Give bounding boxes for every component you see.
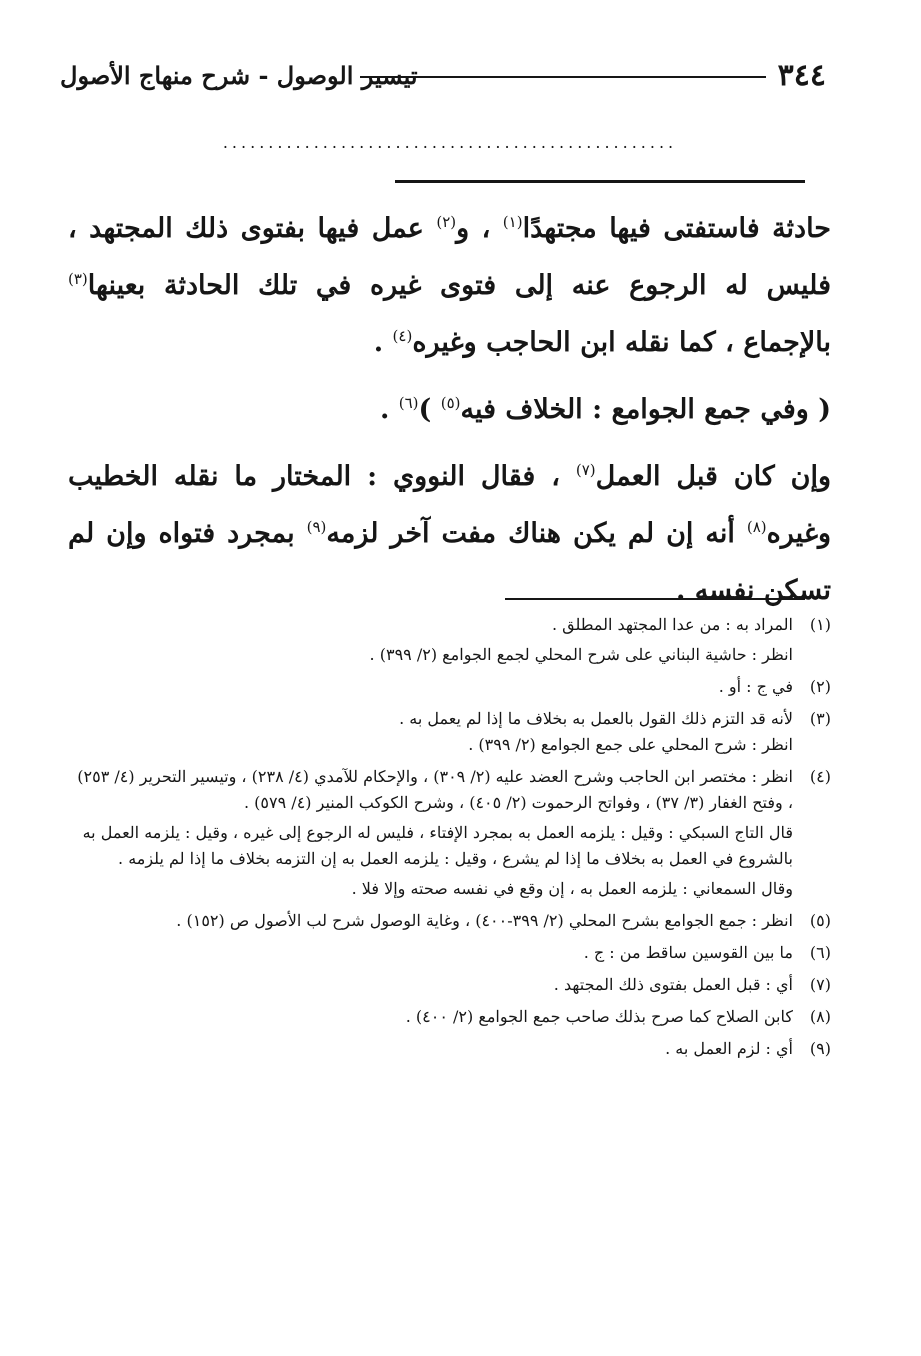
- footnote-line: المراد به : من عدا المجتهد المطلق .: [551, 615, 793, 634]
- footnote-line: انظر : مختصر ابن الحاجب وشرح العضد عليه (٢/ ٣٠٩) ، والإحكام للآمدي (٤/ ٢٣٨) ، وتيسير التحرير (٤/ ٢٥٣) ، وفتح الغفار (٣/ ٣٧) ، وفواتح الرحموت (٢/ ٤٠٥) ، وشرح الكوكب المنير (٤/ ٥٧٩) .: [77, 767, 793, 812]
- p3-text-4: بمجرد فتواه وإن لم تسكن نفسه .: [68, 518, 831, 606]
- page-number: ٣٤٤: [777, 58, 826, 93]
- footnote-number: (٣): [809, 709, 831, 728]
- footnote: [68, 908, 831, 934]
- footnote-ref-2: (٢): [436, 213, 457, 231]
- footnote: [68, 674, 831, 700]
- footnote-line: انظر : حاشية البناني على شرح المحلي لجمع الجوامع (٢/ ٣٩٩) .: [369, 645, 793, 664]
- footnote-body: [68, 612, 793, 668]
- footnote-line: انظر : شرح المحلي على جمع الجوامع (٢/ ٣٩٩) .: [468, 735, 793, 754]
- footnote-line: انظر : جمع الجوامع بشرح المحلي (٢/ ٣٩٩-٤٠٠) ، وغاية الوصول شرح لب الأصول ص (١٥٢) .: [176, 911, 793, 930]
- footnote-ref-6: (٦): [398, 394, 419, 412]
- footnote: [68, 972, 831, 998]
- footnotes: [68, 612, 831, 1068]
- footnote-number: (٤): [809, 767, 831, 786]
- footnotes-rule: [505, 598, 805, 600]
- p2-text-1: ( وفي جمع الجوامع : الخلاف فيه: [460, 394, 831, 425]
- p1-text-1: حادثة فاستفتى فيها مجتهدًا: [522, 213, 831, 244]
- dotted-separator: ..................................................: [222, 133, 678, 152]
- footnote-line: أي : لزم العمل به .: [665, 1039, 793, 1058]
- footnote-body: [68, 706, 793, 758]
- footnote-line: لأنه قد التزم ذلك القول بالعمل به بخلاف ما إذا لم يعمل به .: [399, 709, 793, 728]
- footnote-body: [68, 908, 793, 934]
- footnote-ref-8: (٨): [746, 518, 767, 536]
- footnote-number: (٥): [809, 911, 831, 930]
- footnote-body: [68, 940, 793, 966]
- footnote-line: في ج : أو .: [718, 677, 793, 696]
- footnote-ref-3: (٣): [68, 270, 88, 288]
- footnote-body: [68, 764, 793, 902]
- running-header: [60, 56, 826, 96]
- footnote-ref-1: (١): [502, 213, 523, 231]
- footnote-body: [68, 972, 793, 998]
- footnote-line: أي : قبل العمل بفتوى ذلك المجتهد .: [553, 975, 793, 994]
- paragraph-1: [68, 200, 831, 371]
- paragraph-2: [68, 381, 831, 438]
- p3-text-1: وإن كان قبل العمل: [595, 461, 831, 492]
- footnote-number: (٨): [809, 1007, 831, 1026]
- footnote-body: [68, 674, 793, 700]
- footnote-line: قال التاج السبكي : وقيل : يلزمه العمل به بمجرد الإفتاء ، فليس له الرجوع إلى غيره ، وقيل : يلزمه العمل به بالشروع في العمل به بخلاف ما إذا لم يشرع ، وقيل : يلزمه العمل به إن التزمه بخلاف ما إذا لم يلزمه .: [82, 823, 793, 868]
- footnote-ref-4: (٤): [392, 327, 413, 345]
- paragraph-3: [68, 448, 831, 619]
- footnote-line: كابن الصلاح كما صرح بذلك صاحب جمع الجوامع (٢/ ٤٠٠) .: [405, 1007, 793, 1026]
- header-rule: [360, 76, 766, 78]
- footnote-ref-9: (٩): [306, 518, 327, 536]
- footnote-ref-7: (٧): [575, 461, 596, 479]
- footnote: [68, 1004, 831, 1030]
- top-rule: [395, 180, 805, 183]
- footnote: [68, 706, 831, 758]
- footnote: [68, 940, 831, 966]
- footnote-body: [68, 1004, 793, 1030]
- footnote-line: ما بين القوسين ساقط من : ج .: [583, 943, 793, 962]
- footnote-number: (٢): [809, 677, 831, 696]
- footnote-number: (٩): [809, 1039, 831, 1058]
- footnote-ref-5: (٥): [440, 394, 461, 412]
- p1-text-4: بالإجماع ، كما نقله ابن الحاجب وغيره: [412, 327, 831, 358]
- footnote-number: (٧): [809, 975, 831, 994]
- running-title: تيسير الوصول - شرح منهاج الأصول: [60, 61, 418, 90]
- main-text: [68, 200, 831, 619]
- footnote-number: (١): [809, 615, 831, 634]
- p1-text-2: ، و: [456, 213, 503, 244]
- p1-text-5: .: [373, 327, 393, 358]
- p3-text-3: أنه إن لم يكن هناك مفت آخر لزمه: [326, 518, 747, 549]
- footnote-body: [68, 1036, 793, 1062]
- footnote-line: وقال السمعاني : يلزمه العمل به ، إن وقع في نفسه صحته وإلا فلا .: [351, 879, 793, 898]
- p2-text-2: ): [418, 394, 441, 425]
- footnote: [68, 1036, 831, 1062]
- footnote: [68, 612, 831, 668]
- footnote-number: (٦): [809, 943, 831, 962]
- p1-text-3: عمل فيها بفتوى ذلك المجتهد ، فليس له الرجوع عنه إلى فتوى غيره في تلك الحادثة بعينها: [68, 213, 831, 301]
- p3-text-2: ، فقال النووي : المختار ما نقله الخطيب وغيره: [68, 461, 831, 549]
- footnote: [68, 764, 831, 902]
- p2-text-3: .: [379, 394, 399, 425]
